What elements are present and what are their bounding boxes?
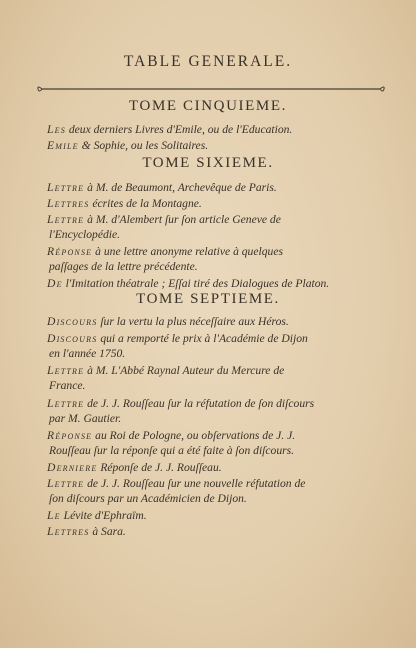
ornament-rule: [36, 84, 386, 94]
toc-entry: Lettre à M. d'Alembert ſur ſon article Geneve de l'Encyclopédie.: [47, 213, 281, 242]
toc-entry: Les deux derniers Livres d'Emile, ou de l'Education.: [47, 123, 293, 136]
toc-entry: Lettre à M. L'Abbé Raynal Auteur du Mercure de France.: [47, 364, 285, 393]
toc-entry: Le Lévite d'Ephraïm.: [47, 509, 147, 522]
tome-heading: TOME SIXIEME.: [142, 155, 274, 171]
toc-entry: Lettre de J. J. Rouſſeau ſur la réfutation de ſon diſcours par M. Gautier.: [47, 397, 315, 426]
tome-heading: TOME CINQUIEME.: [129, 98, 287, 114]
toc-entry: Réponse à une lettre anonyme relative à quelques paſſages de la lettre précédente.: [47, 245, 283, 274]
toc-entry: Lettre de J. J. Rouſſeau ſur une nouvelle réfutation de ſon diſcours par un Académicien de Dijon.: [47, 477, 306, 506]
toc-entry: Emile & Sophie, ou les Solitaires.: [47, 139, 209, 152]
toc-entry: Derniere Réponſe de J. J. Rouſſeau.: [47, 461, 222, 474]
toc-entry: Discours ſur la vertu la plus néceſſaire aux Héros.: [47, 315, 289, 328]
toc-entry: Lettres écrites de la Montagne.: [47, 197, 202, 210]
toc-entry: Lettres à Sara.: [47, 525, 126, 538]
toc-entry: Réponse au Roi de Pologne, ou obſervations de J. J. Rouſſeau ſur la réponſe qui a été faite à ſon diſcours.: [47, 429, 296, 458]
toc-entry: Discours qui a remporté le prix à l'Académie de Dijon en l'année 1750.: [47, 332, 308, 361]
tome-heading: TOME SEPTIEME.: [136, 291, 280, 307]
page-title: TABLE GENERALE.: [123, 53, 293, 70]
toc-entry: Lettre à M. de Beaumont, Archevêque de Paris.: [47, 181, 277, 194]
toc-entry: De l'Imitation théatrale ; Eſſai tiré des Dialogues de Platon.: [47, 277, 330, 290]
